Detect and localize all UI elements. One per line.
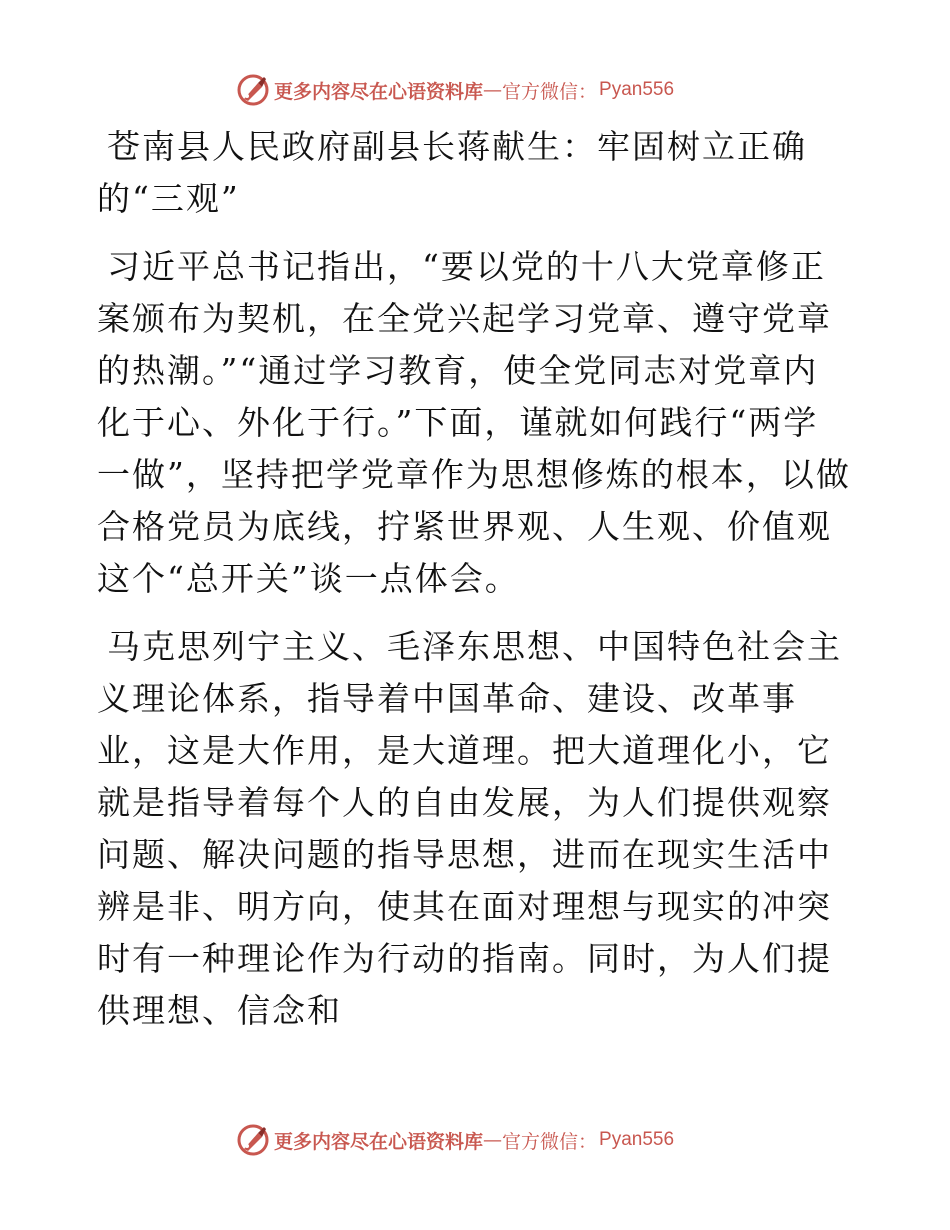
banner-separator: — xyxy=(483,1129,503,1151)
footer-banner xyxy=(236,1122,716,1158)
banner-wechat-id: Pyan556 xyxy=(599,79,675,100)
header-banner xyxy=(236,72,716,108)
banner-wechat-label: 官方微信： xyxy=(502,1130,598,1153)
banner-wechat-label: 官方微信： xyxy=(502,80,598,103)
paragraph-1: 习近平总书记指出，“要以党的十八大党章修正案颁布为契机，在全党兴起学习党章、遵守党章的热潮。”“通过学习教育，使全党同志对党章内化于心、外化于行。”下面，谨就如何践行“两学一做”，坚持把学党章作为思想修炼的根本，以做合格党员为底线，拧紧世界观、人生观、价值观这个“总开关”谈一点体会。 xyxy=(97,247,851,598)
banner-separator: — xyxy=(483,79,503,101)
banner-site-name: 更多内容尽在心语资料库 xyxy=(274,80,484,103)
quill-logo-icon xyxy=(236,73,270,107)
banner-site-name: 更多内容尽在心语资料库 xyxy=(274,1130,484,1153)
document-title: 苍南县人民政府副县长蒋献生：牢固树立正确的“三观” xyxy=(97,127,807,218)
quill-logo-icon xyxy=(236,1123,270,1157)
paragraph-2: 马克思列宁主义、毛泽东思想、中国特色社会主义理论体系，指导着中国革命、建设、改革事业，这是大作用，是大道理。把大道理化小，它就是指导着每个人的自由发展，为人们提供观察问题、解决问题的指导思想，进而在现实生活中辨是非、明方向，使其在面对理想与现实的冲突时有一种理论作为行动的指南。同时，为人们提供理想、信念和 xyxy=(97,627,842,1030)
banner-wechat-id: Pyan556 xyxy=(599,1129,675,1150)
document-body xyxy=(97,121,853,1053)
